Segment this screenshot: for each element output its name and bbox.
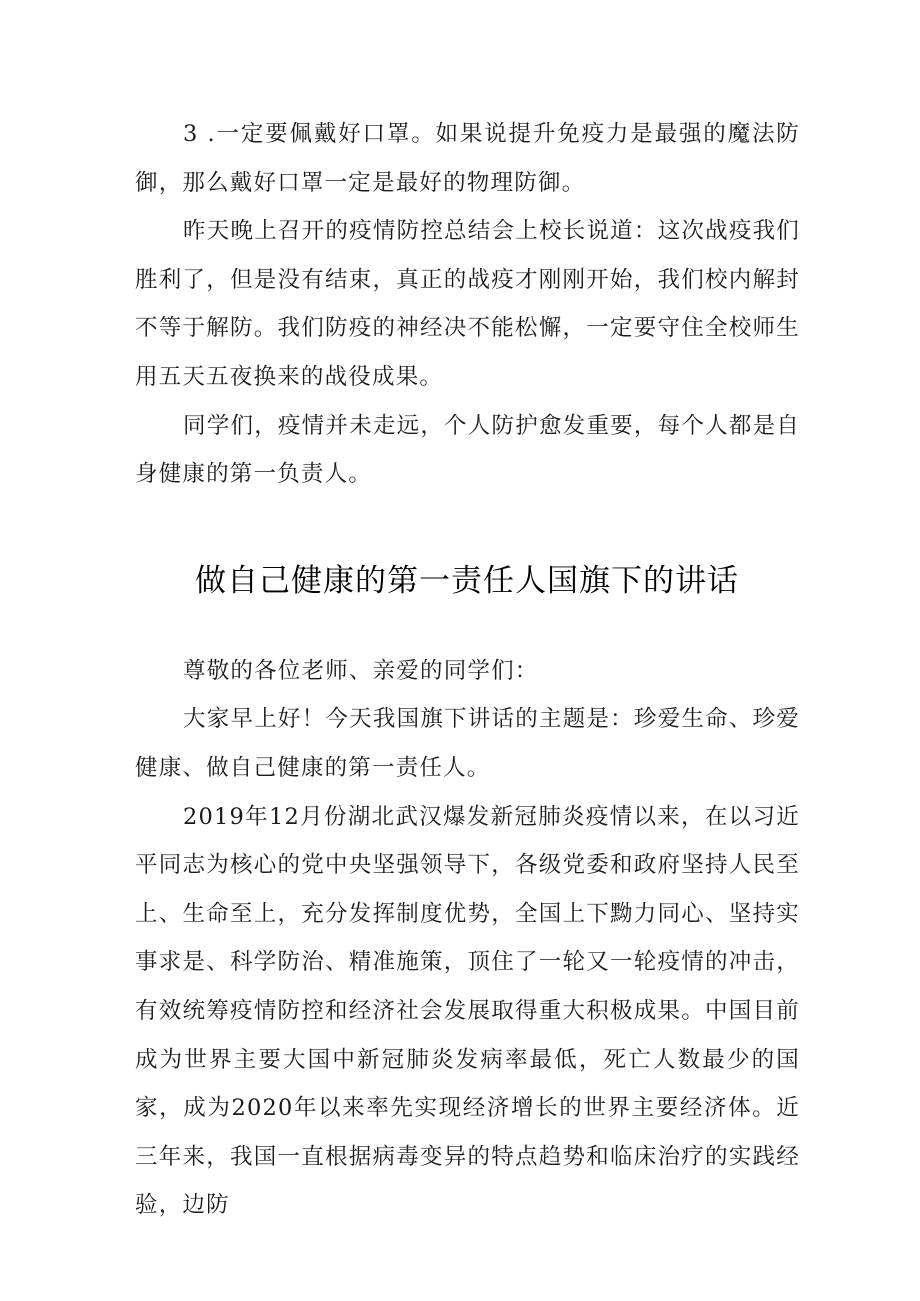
paragraph-personal-protection: 同学们，疫情并未走远，个人防护愈发重要，每个人都是自身健康的第一负责人。 (135, 412, 800, 488)
paragraph-pandemic-history: 2019年12月份湖北武汉爆发新冠肺炎疫情以来，在以习近平同志为核心的党中央坚强领导下，各级党委和政府坚持人民至上、生命至上，充分发挥制度优势，全国上下黝力同心、坚持实事求是、科学防治、精准施策，顶住了一轮又一轮疫情的冲击，有效统筹疫情防控和经济社会发展取得重大积极成果。中国目前成为世界主要大国中新冠肺炎发病率最低，死亡人数最少的国家，成为2020年以来率先实现经济增长的世界主要经济体。近三年来，我国一直根据病毒变异的特点趋势和临床治疗的实践经验，边防 (135, 803, 800, 1219)
paragraph-mask-tip: 3 .一定要佩戴好口罩。如果说提升免疫力是最强的魔法防御，那么戴好口罩一定是最好的物理防御。 (135, 121, 800, 196)
speech-title: 做自己健康的第一责任人国旗下的讲话 (195, 562, 739, 599)
salutation: 尊敬的各位老师、亲爱的同学们： (183, 657, 539, 684)
document-body (135, 110, 800, 1230)
paragraph-greeting-theme: 大家早上好！今天我国旗下讲话的主题是：珍爱生命、珍爱健康、做自己健康的第一责任人。 (135, 706, 800, 781)
paragraph-principal-remarks: 昨天晚上召开的疫情防控总结会上校长说道：这次战疫我们胜利了，但是没有结束，真正的战疫才刚刚开始，我们校内解封不等于解防。我们防疫的神经决不能松懈，一定要守住全校师生用五天五夜换来的战役成果。 (135, 218, 800, 390)
